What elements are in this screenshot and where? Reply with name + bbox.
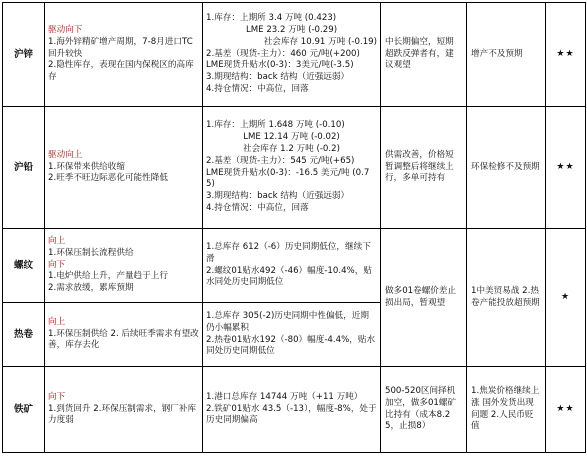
driver-text: 1.环保压制长流程供给	[48, 247, 134, 258]
driver-text: 1.环保压制供给 2. 后续旺季需求有望改善，库存去化	[48, 328, 199, 351]
table-row-lead	[3, 107, 586, 229]
fundamental-line: 1.总库存 305(-2)历史同期中性偏低，近期仍小幅累积	[206, 310, 369, 333]
commodity-name: 螺纹	[3, 229, 45, 303]
fundamental-line: 1.库存：上期所 1.648 万吨 (-0.10)	[206, 120, 345, 131]
fundamental-line: 2.基差（现货-主力）：460 元/吨(+200)	[206, 48, 360, 59]
rating-stars: ★★	[546, 3, 586, 107]
fundamentals-cell	[203, 107, 381, 229]
fundamental-line: 4.持仓情况：中高位，回落	[206, 84, 309, 95]
commodity-name: 热卷	[3, 303, 45, 367]
commodity-name: 铁矿	[3, 367, 45, 453]
fundamentals-cell	[203, 3, 381, 107]
direction-label: 向上	[48, 316, 66, 327]
fundamental-line: LME现货升贴水(0-3)：-16.5 美元/吨 (0.75)	[206, 167, 370, 190]
direction-label: 向下	[48, 259, 66, 270]
fundamental-line: 2.热卷01贴水192（-80）幅度-4.4%，贴水同处历史同期低位	[206, 334, 376, 357]
table-row-rebar	[3, 229, 586, 303]
fundamental-line: 1.总库存 612（-6）历史同期低位，继续下滑	[206, 241, 371, 264]
drivers-cell	[45, 107, 203, 229]
fundamental-line: 4.持仓情况：中高位，回落	[206, 203, 309, 214]
fundamental-line: LME 23.2 万吨 (-0.29)	[245, 24, 338, 35]
rating-stars: ★★	[546, 107, 586, 229]
fundamental-line: 1.库存：上期所 3.4 万吨 (0.423)	[206, 12, 337, 23]
fundamentals-cell	[203, 367, 381, 453]
driver-text: 1.环保带来供给收缩	[48, 161, 125, 172]
table-row-zinc	[3, 3, 586, 107]
drivers-cell	[45, 3, 203, 107]
direction-label: 驱动向上	[48, 149, 83, 160]
fundamental-line: 3.期现结构：back 结构（近强远弱）	[206, 191, 350, 202]
strategy-cell: 做多01卷螺价差止损出局，暂观望	[381, 229, 467, 367]
commodity-table	[2, 2, 586, 453]
fundamental-line: 2.螺纹01贴水492（-46）幅度-10.4%，贴水同处历史同期低位	[206, 265, 372, 288]
risk-factor-cell: 环保检修不及预期	[467, 107, 546, 229]
drivers-cell	[45, 303, 203, 367]
risk-factor-cell: 增产不及预期	[467, 3, 546, 107]
strategy-cell: 500-520区间择机加空，做多01螺矿比持有（成本8.25，止损8）	[381, 367, 467, 453]
fundamental-line: LME现货升贴水(0-3)：3美元/吨(-3.5)	[206, 60, 354, 71]
fundamental-line: 2.铁矿01贴水 43.5（-13），幅度-8%，处于历史同期偏高	[206, 403, 377, 426]
fundamental-line: 2.基差（现货-主力）：545 元/吨(+65)	[206, 155, 355, 166]
strategy-cell: 中长期偏空，短期超跌反弹者有，建议观望	[381, 3, 467, 107]
direction-label: 向上	[48, 235, 66, 246]
driver-text: 1.海外锌精矿增产周期，7-8月进口TC回升较快	[48, 36, 193, 59]
direction-label: 向下	[48, 391, 66, 402]
fundamental-line: 社会库存 10.91 万吨 (-0.19)	[263, 36, 377, 47]
fundamentals-cell	[203, 229, 381, 303]
driver-text: 2.需求放缓，累库预期	[48, 283, 134, 294]
table-row-iron-ore	[3, 367, 586, 453]
drivers-cell	[45, 367, 203, 453]
fundamental-line: 1.港口总库存 14744 万吨（+11 万吨）	[206, 391, 363, 402]
rating-stars: ★★	[546, 367, 586, 453]
fundamental-line: 3.期现结构：back 结构（近强远弱）	[206, 72, 350, 83]
fundamental-line: 社会库存 1.2 万吨 (-0.2)	[243, 143, 340, 154]
risk-factor-cell: 1.焦炭价格继续上涨 国外发货出现问题 2.人民币贬值	[467, 367, 546, 453]
risk-factor-cell: 1中美贸易战 2.热卷产能投放超预期	[467, 229, 546, 367]
rating-stars: ★	[546, 229, 586, 367]
driver-text: 1.电炉供给上升，产量趋于上行	[48, 271, 168, 282]
driver-text: 1.到货回升 2.环保压制需求，钢厂补库力度弱	[48, 403, 197, 426]
drivers-cell	[45, 229, 203, 303]
strategy-cell: 供需改善，价格短暂调整后将继续上行，多单可持有	[381, 107, 467, 229]
commodity-name: 沪锌	[3, 3, 45, 107]
direction-label: 驱动向下	[48, 24, 83, 35]
commodity-name: 沪铅	[3, 107, 45, 229]
fundamental-line: LME 12.14 万吨 (-0.02)	[243, 131, 340, 142]
driver-text: 2.旺季不旺边际恶化可能性降低	[48, 173, 168, 184]
fundamentals-cell	[203, 303, 381, 367]
driver-text: 2.隐性库存，表现在国内保税区的高库存	[48, 60, 194, 83]
